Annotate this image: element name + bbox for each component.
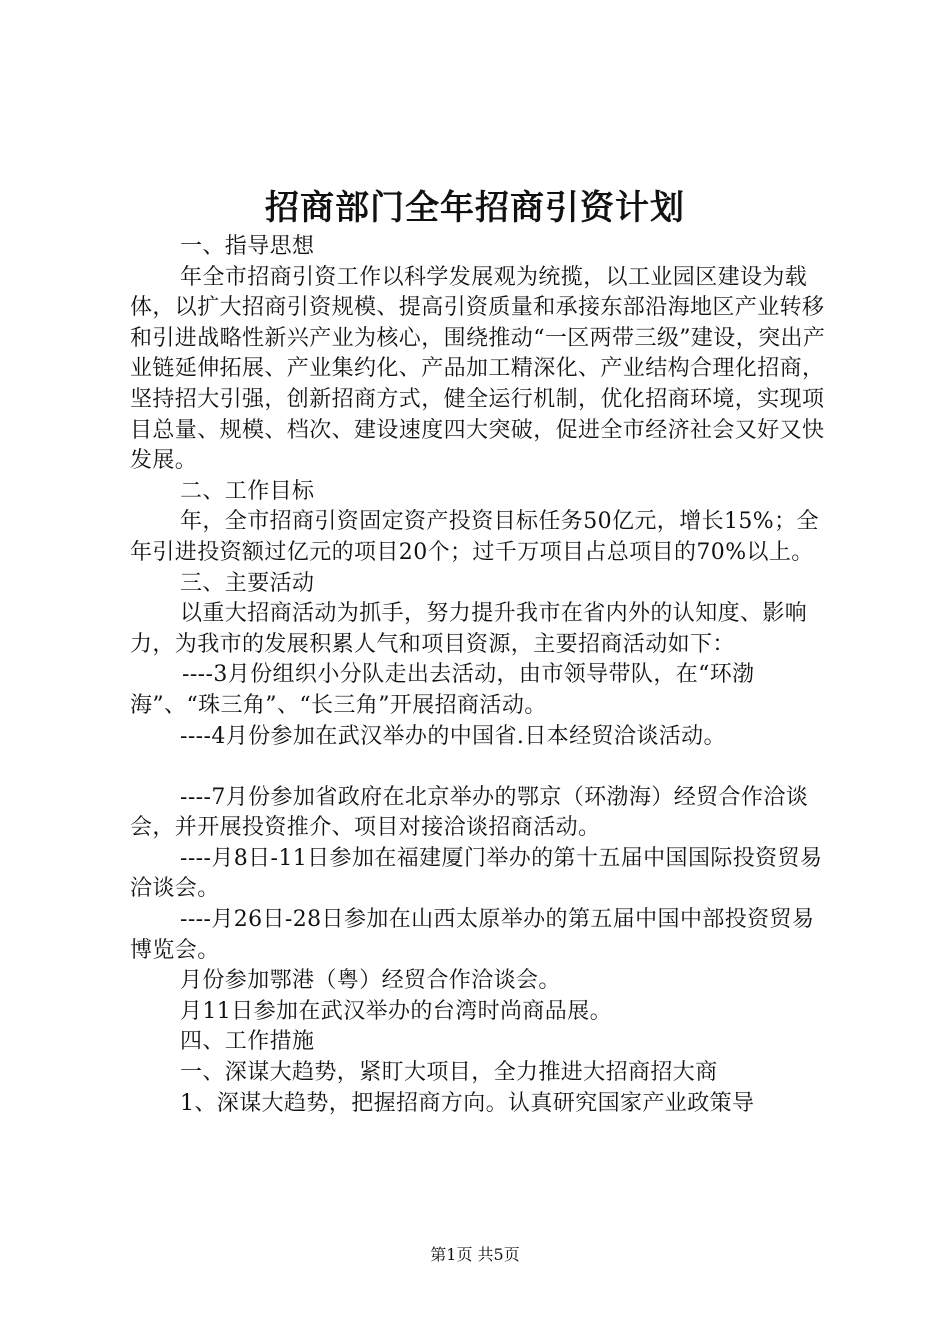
activity-item: 月份参加鄂港（粤）经贸合作洽谈会。 bbox=[180, 968, 561, 994]
document-body bbox=[130, 232, 830, 1119]
activity-item: ----月8日-11日参加在福建厦门举办的第十五届中国国际投资贸易洽谈会。 bbox=[130, 845, 823, 902]
page-footer: 第1页 共5页 bbox=[430, 1245, 520, 1264]
activity-item: ----3月份组织小分队走出去活动，由市领导带队，在“环渤海”、“珠三角”、“长三角”开展招商活动。 bbox=[130, 662, 755, 718]
activity-item: 月11日参加在武汉举办的台湾时尚商品展。 bbox=[180, 998, 612, 1024]
activity-item: ----4月份参加在武汉举办的中国省.日本经贸洽谈活动。 bbox=[180, 723, 726, 749]
paragraph: 以重大招商活动为抓手，努力提升我市在省内外的认知度、影响力，为我市的发展积累人气和项目资源，主要招商活动如下： bbox=[130, 601, 808, 657]
section-heading: 三、主要活动 bbox=[180, 570, 315, 596]
section-heading: 二、工作目标 bbox=[180, 478, 315, 504]
paragraph: 1、深谋大趋势，把握招商方向。认真研究国家产业政策导 bbox=[180, 1090, 755, 1116]
blank-line bbox=[130, 752, 830, 783]
section-heading: 一、指导思想 bbox=[180, 234, 315, 259]
subsection-heading: 一、深谋大趋势，紧盯大项目，全力推进大招商招大商 bbox=[180, 1060, 718, 1086]
activity-item: ----月26日-28日参加在山西太原举办的第五届中国中部投资贸易博览会。 bbox=[130, 907, 815, 963]
document-title: 招商部门全年招商引资计划 bbox=[265, 188, 685, 228]
activity-item: ----7月份参加省政府在北京举办的鄂京（环渤海）经贸合作洽谈会，并开展投资推介、项目对接洽谈招商活动。 bbox=[130, 784, 809, 841]
section-heading: 四、工作措施 bbox=[180, 1029, 315, 1055]
paragraph: 年，全市招商引资固定资产投资目标任务50亿元，增长15%；全年引进投资额过亿元的项目20个；过千万项目占总项目的70%以上。 bbox=[130, 509, 819, 565]
paragraph: 年全市招商引资工作以科学发展观为统揽，以工业园区建设为载体，以扩大招商引资规模、提高引资质量和承接东部沿海地区产业转移和引进战略性新兴产业为核心，围绕推动“一区两带三级”建设，突出产业链延伸拓展、产业集约化、产品加工精深化、产业结构合理化招商，坚持招大引强，创新招商方式，健全运行机制，优化招商环境，实现项目总量、规模、档次、建设速度四大突破，促进全市经济社会又好又快发展。 bbox=[130, 264, 826, 474]
